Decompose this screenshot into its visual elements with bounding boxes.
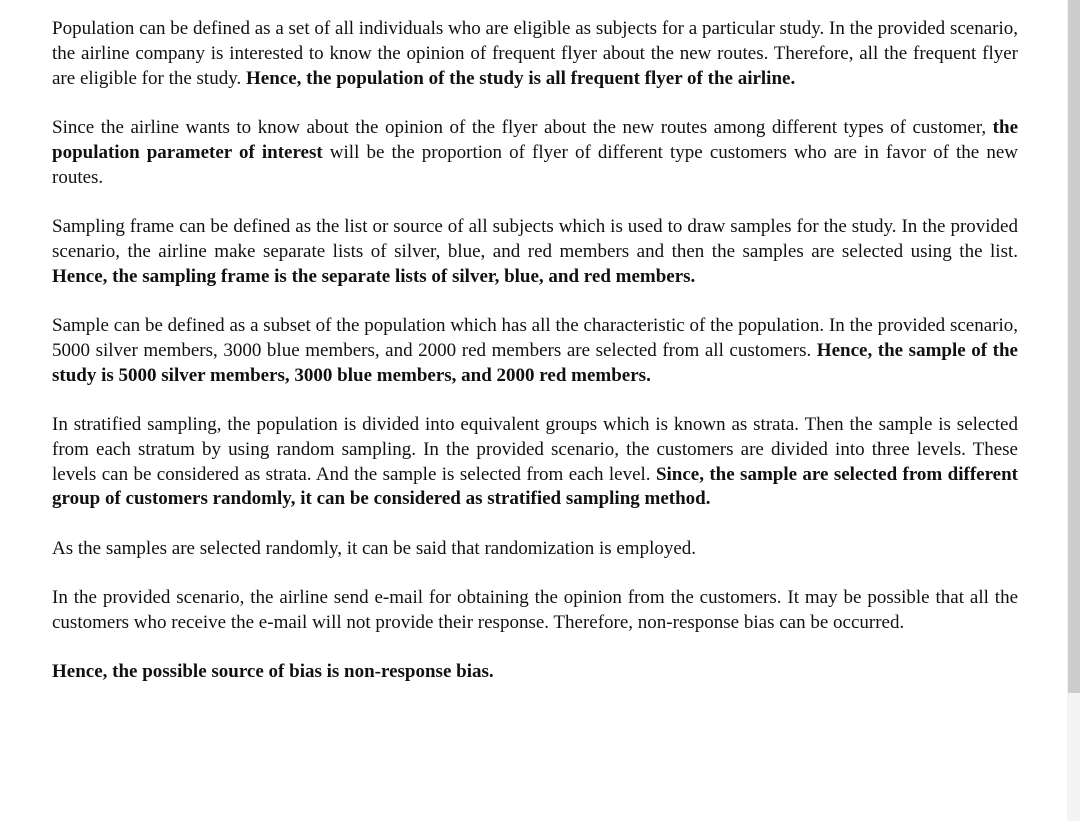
paragraph-stratified-sampling: [52, 413, 1018, 512]
paragraph-randomization: [52, 537, 1018, 562]
text-segment: will be the proportion of flyer of different type customers who are in favor of the new routes.: [52, 141, 1018, 188]
scrollbar-thumb[interactable]: [1068, 0, 1080, 693]
paragraph-parameter: [52, 116, 1018, 190]
paragraph-non-response: [52, 586, 1018, 636]
bold-term: the population parameter of interest: [52, 116, 1018, 163]
paragraph-sample: [52, 314, 1018, 388]
text-segment: Since the airline wants to know about the opinion of the flyer about the new routes among different types of customer,: [52, 116, 993, 138]
text-segment: Sampling frame can be defined as the list or source of all subjects which is used to draw samples for the study. In the provided scenario, the airline make separate lists of silver, blue, and red members and then the samples are selected using the list.: [52, 215, 1018, 262]
paragraph-sampling-frame: [52, 215, 1018, 289]
text-segment: As the samples are selected randomly, it can be said that randomization is employed.: [52, 537, 697, 559]
text-segment: Population can be defined as a set of all individuals who are eligible as subjects for a particular study. In the provided scenario, the airline company is interested to know the opinion of frequent flyer about the new routes. Therefore, all the frequent flyer are eligible for the study.: [52, 18, 1018, 89]
paragraph-population: [52, 17, 1018, 91]
bold-conclusion: Hence, the sample of the study is 5000 silver members, 3000 blue members, and 2000 red members.: [52, 339, 1018, 386]
bold-conclusion: Hence, the sampling frame is the separate lists of silver, blue, and red members.: [52, 265, 696, 287]
bold-conclusion: Hence, the population of the study is all frequent flyer of the airline.: [245, 67, 796, 89]
bold-conclusion: Hence, the possible source of bias is non-response bias.: [52, 661, 494, 683]
vertical-scrollbar[interactable]: [1067, 0, 1080, 821]
text-segment: Sample can be defined as a subset of the population which has all the characteristic of the population. In the provided scenario, 5000 silver members, 3000 blue members, and 2000 red members are selected from all customers.: [52, 314, 1018, 361]
text-segment: In the provided scenario, the airline send e-mail for obtaining the opinion from the customers. It may be possible that all the customers who receive the e-mail will not provide their response. Therefore, non-response bias can be occurred.: [52, 587, 1018, 633]
bold-conclusion: Since, the sample are selected from different group of customers randomly, it can be considered as stratified sampling method.: [52, 463, 1018, 510]
document-body: [52, 17, 1018, 710]
text-segment: In stratified sampling, the population is divided into equivalent groups which is known as strata. Then the sample is selected from each stratum by using random sampling. In the provided scenario, the customers are divided into three levels. These levels can be considered as strata. And the sample is selected from each level.: [52, 413, 1018, 485]
paragraph-final-conclusion: [52, 660, 1018, 685]
